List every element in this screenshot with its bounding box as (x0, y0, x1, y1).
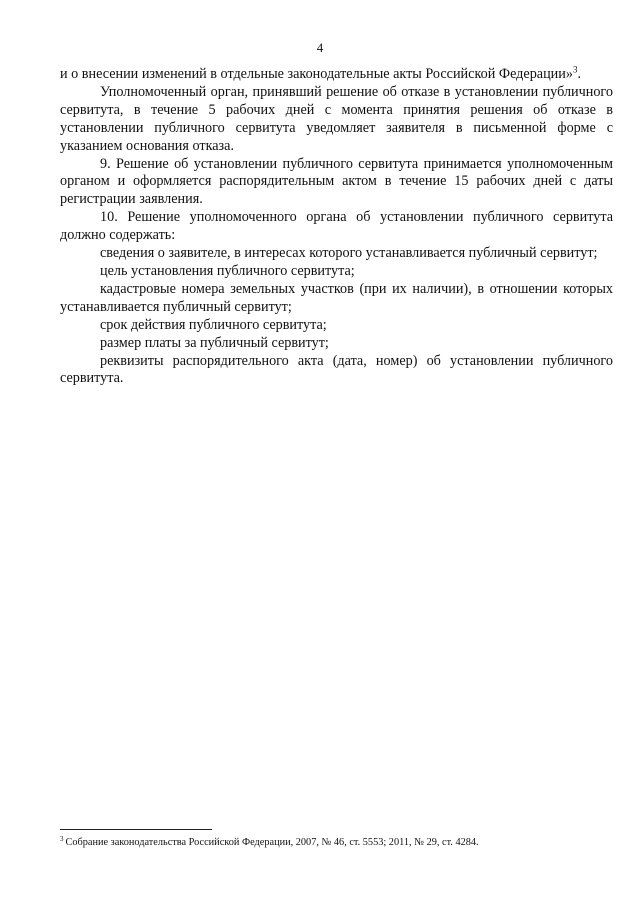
document-body (60, 66, 613, 388)
paragraph-refusal-notice: Уполномоченный орган, принявший решение об отказе в установлении публичного сервитута, в течение 5 рабочих дней с момента принятия решения об отказе в установлении публичного сервитута уведомляет заявителя в письменной форме с указанием основания отказа. (60, 83, 613, 154)
list-item: срок действия публичного сервитута; (100, 316, 327, 333)
footnote-reference: 3 (572, 64, 578, 75)
paragraph-continuation (60, 66, 613, 84)
footnote (60, 834, 613, 849)
footnote-number: 3 (60, 834, 64, 843)
list-item: цель установления публичного сервитута; (100, 262, 355, 279)
list-item: реквизиты распорядительного акта (дата, номер) об установлении публичного сервитута. (60, 352, 613, 387)
page-number: 4 (316, 40, 324, 55)
paragraph-continuation-text: и о внесении изменений в отдельные законодательные акты Российской Федерации» (60, 66, 573, 82)
list-item: сведения о заявителе, в интересах которого устанавливается публичный сервитут; (100, 245, 598, 262)
list-item: кадастровые номера земельных участков (при их наличии), в отношении которых устанавливается публичный сервитут; (60, 280, 613, 315)
footnote-separator (60, 829, 212, 830)
footnote-text: Собрание законодательства Российской Федерации, 2007, № 46, ст. 5553; 2011, № 29, ст. 4284. (65, 837, 479, 848)
list-item: размер платы за публичный сервитут; (100, 334, 329, 351)
paragraph-10: 10. Решение уполномоченного органа об установлении публичного сервитута должно содержать: (60, 209, 613, 244)
paragraph-continuation-end: . (577, 66, 581, 82)
paragraph-9: 9. Решение об установлении публичного сервитута принимается уполномоченным органом и оформляется распорядительным актом в течение 15 рабочих дней с даты регистрации заявления. (60, 155, 613, 208)
